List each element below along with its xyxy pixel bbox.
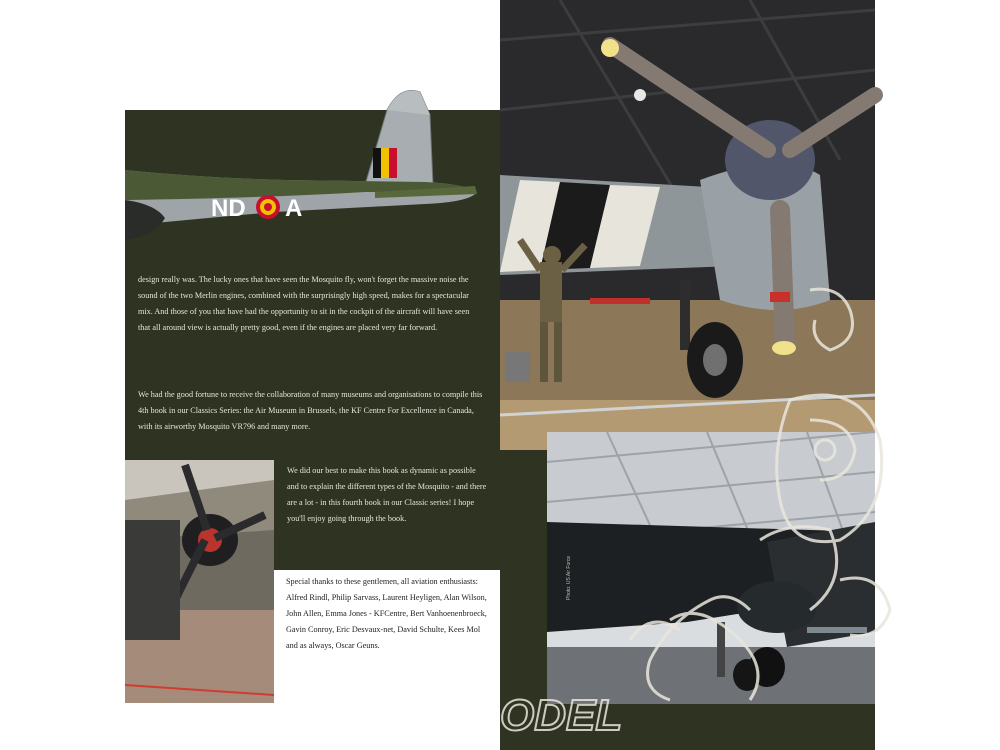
watermark-text: ODEL (500, 691, 623, 740)
roundel (256, 195, 280, 219)
belgian-flag-red (389, 148, 397, 178)
mosquito-profile-illustration (125, 80, 505, 260)
code-letter-right: A (285, 195, 303, 222)
photo-credit: Photo: US Air Force (566, 555, 572, 600)
hangar-mosquito-photo (500, 0, 875, 450)
belgian-flag-black (373, 148, 381, 178)
body-paragraph-2: We had the good fortune to receive the collaboration of many museums and organisations to compile this 4th book in our Classics Series: the Air Museum in Brussels, the KF Centre For Excellence in Canada, with its airworthy Mosquito VR796 and many more. (138, 390, 483, 431)
thanks-paragraph: Special thanks to these gentlemen, all aviation enthusiasts: Alfred Rindl, Philip Sarvass, Laurent Heyligen, Alan Wilson, John Allen, Emma Jones - KFCentre, Bert Vanhoenenbroeck, Gavin Conroy, Eric Desvaux-net, David Schulte, Kees Mol and as always, Oscar Geuns. (286, 577, 487, 650)
belgian-flag-yellow (381, 148, 389, 178)
museum-mosquito-photo (547, 432, 875, 704)
side-paragraph: We did our best to make this book as dynamic as possible and to explain the different types of the Mosquito - and there are a lot - in this fourth book in our Classic series! I hope you'll enjoy going through the book. (287, 466, 487, 523)
code-letters-left: ND (211, 195, 246, 222)
engine-closeup-photo (125, 460, 274, 703)
body-paragraph-1: design really was. The lucky ones that have seen the Mosquito fly, won't forget the massive noise the sound of the two Merlin engines, combined with the surprisingly high speed, makes for a spectacular mix. And those of you that have had the opportunity to sit in the cockpit of the aircraft will have seen that all around view is actually pretty good, even if the engines are placed very far forward. (138, 275, 470, 332)
